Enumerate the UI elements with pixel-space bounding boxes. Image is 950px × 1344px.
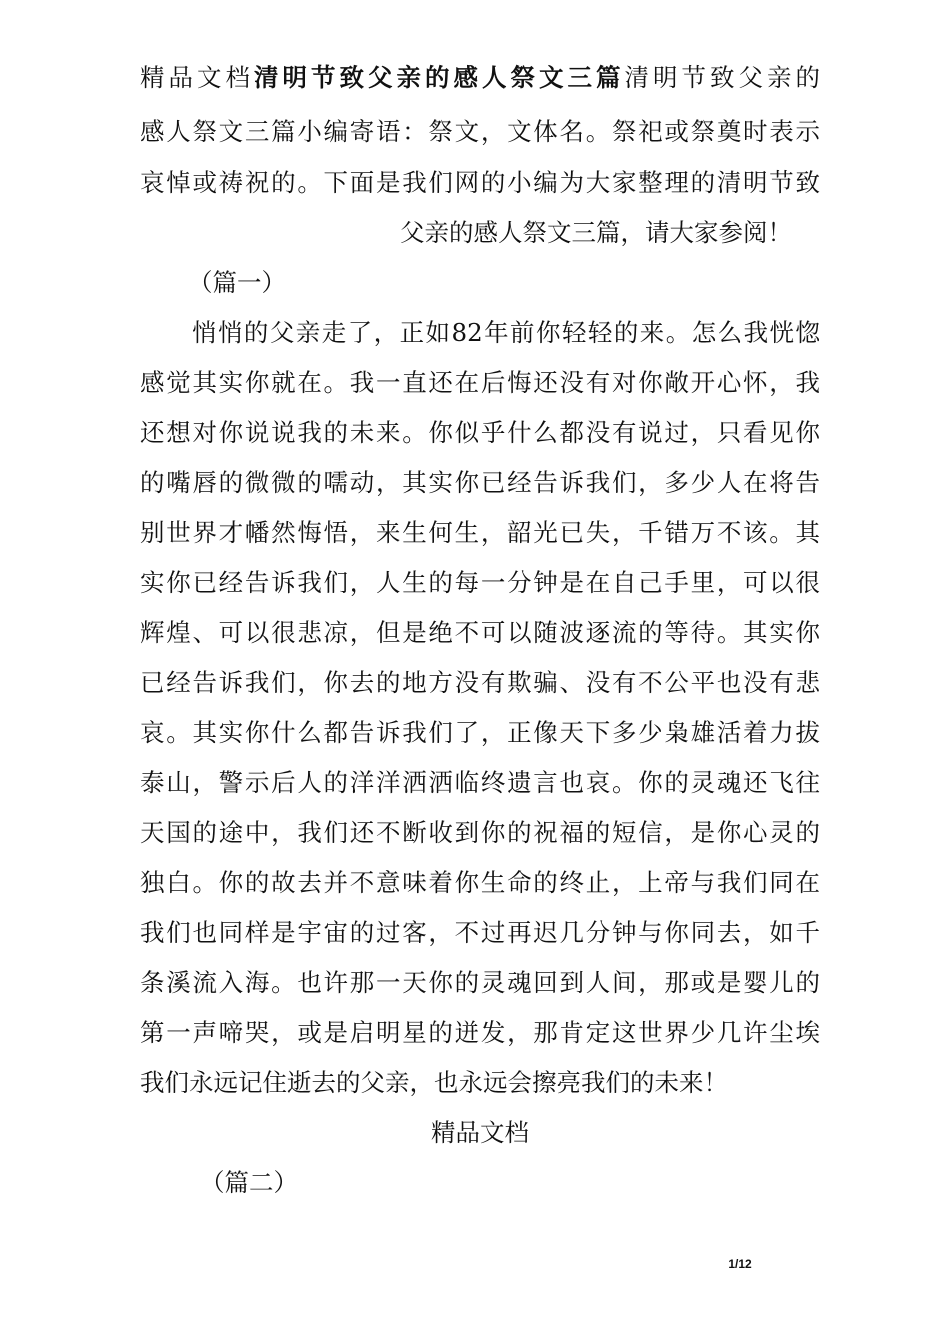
paragraph-line: 条溪流入海。也许那一天你的灵魂回到人间，那或是婴儿的	[140, 968, 820, 997]
intro-line: 父亲的感人祭文三篇，请大家参阅！	[400, 218, 792, 247]
header-line	[140, 63, 820, 93]
section-heading-1: （篇一）	[188, 268, 286, 297]
paragraph-line: 辉煌、可以很悲凉，但是绝不可以随波逐流的等待。其实你	[140, 618, 820, 647]
page-number: 1/12	[728, 1257, 752, 1271]
paragraph-line: 已经告诉我们，你去的地方没有欺骗、没有不公平也没有悲	[140, 668, 820, 697]
section-heading-2: （篇二）	[200, 1168, 298, 1197]
intro-line: 哀悼或祷祝的。下面是我们网的小编为大家整理的清明节致	[140, 168, 820, 197]
paragraph-line: 泰山，警示后人的洋洋洒洒临终遗言也哀。你的灵魂还飞往	[140, 768, 820, 797]
paragraph-line: 第一声啼哭，或是启明星的迸发，那肯定这世界少几许尘埃	[140, 1018, 820, 1047]
paragraph-line: 我们也同样是宇宙的过客，不过再迟几分钟与你同去，如千	[140, 918, 820, 947]
paragraph-line: 我们永远记住逝去的父亲，也永远会擦亮我们的未来！	[140, 1068, 728, 1097]
header-suffix: 清明节致父亲的	[624, 63, 820, 92]
document-title: 清明节致父亲的感人祭文三篇	[254, 63, 625, 92]
paragraph-line: 实你已经告诉我们，人生的每一分钟是在自己手里，可以很	[140, 568, 820, 597]
paragraph-line: 独白。你的故去并不意味着你生命的终止，上帝与我们同在	[140, 868, 820, 897]
paragraph-line: 感觉其实你就在。我一直还在后悔还没有对你敞开心怀，我	[140, 368, 820, 397]
paragraph-line: 的嘴唇的微微的嚅动，其实你已经告诉我们，多少人在将告	[140, 468, 820, 497]
footer-label: 精品文档	[431, 1118, 529, 1147]
paragraph-line: 别世界才幡然悔悟，来生何生，韶光已失，千错万不该。其	[140, 518, 820, 547]
header-prefix: 精品文档	[140, 63, 254, 92]
paragraph-line: 还想对你说说我的未来。你似乎什么都没有说过，只看见你	[140, 418, 820, 447]
paragraph-line: 哀。其实你什么都告诉我们了，正像天下多少枭雄活着力拔	[140, 718, 820, 747]
intro-line: 感人祭文三篇小编寄语：祭文，文体名。祭祀或祭奠时表示	[140, 117, 820, 146]
paragraph-line: 天国的途中，我们还不断收到你的祝福的短信，是你心灵的	[140, 818, 820, 847]
paragraph-line: 悄悄的父亲走了，正如82年前你轻轻的来。怎么我恍惚	[192, 318, 820, 347]
